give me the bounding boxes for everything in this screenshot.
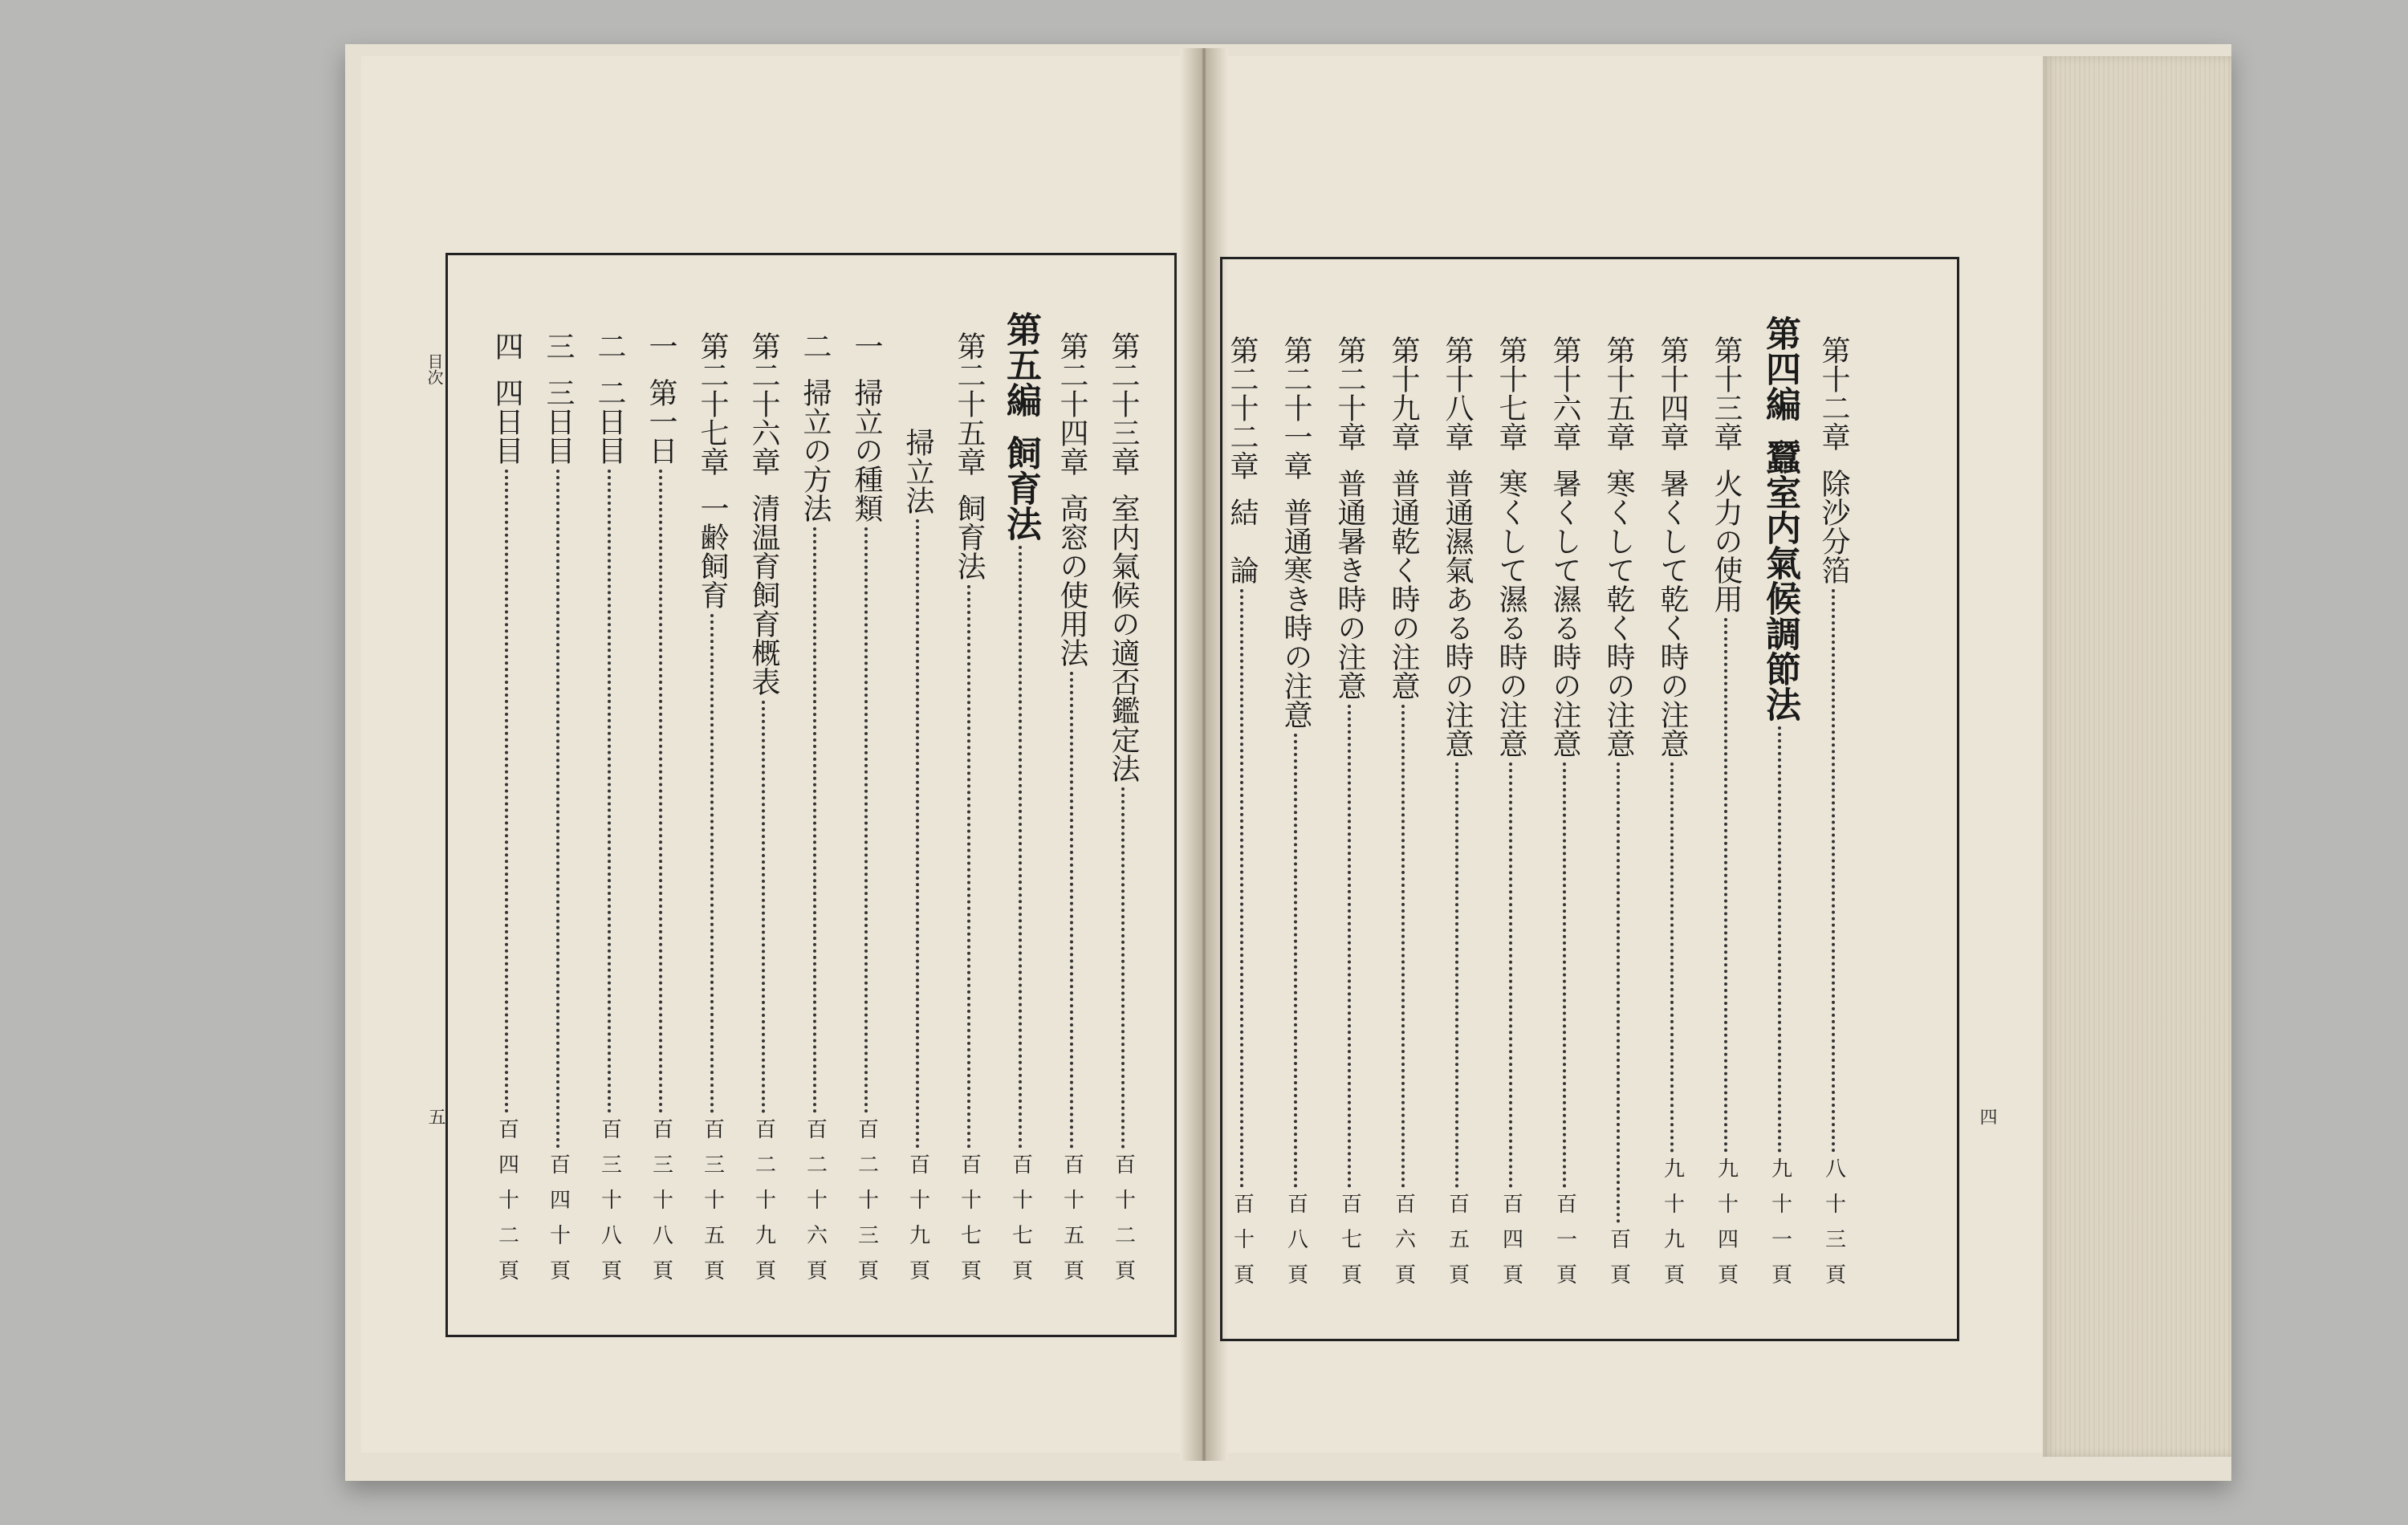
leader-dots xyxy=(1509,762,1512,1188)
toc-entry-title: 普通寒き時の注意 xyxy=(1279,498,1312,729)
toc-entry-title: 清温育飼育概表 xyxy=(747,494,780,696)
toc-entry-title: 火力の使用 xyxy=(1710,469,1743,613)
toc-entry-page: 九十一頁 xyxy=(1767,1157,1792,1299)
toc-entry-label: 第十六章 xyxy=(1548,336,1581,451)
toc-entry-title: 第一日 xyxy=(645,378,677,465)
toc-entry xyxy=(1487,336,1534,1299)
toc-entry-label: 第四編 xyxy=(1759,315,1800,421)
toc-entry-page: 九十四頁 xyxy=(1714,1157,1739,1299)
toc-entry-title: 蠶室内氣候調節法 xyxy=(1759,439,1800,722)
toc-entry-page: 百頁 xyxy=(1606,1228,1631,1299)
toc-entry xyxy=(1272,336,1319,1299)
folio-right: 四 xyxy=(1977,1108,1997,1125)
toc-entry-page: 百二十六頁 xyxy=(803,1118,828,1295)
toc-entry xyxy=(535,331,581,1295)
toc-entry-label: 一 xyxy=(645,331,677,360)
toc-entry-title: 結 論 xyxy=(1226,498,1259,584)
leader-dots xyxy=(813,527,816,1113)
toc-entry-label: 第二十七章 xyxy=(696,331,729,476)
toc-entry-label: 第二十三章 xyxy=(1107,331,1140,476)
toc-entry-page: 九十九頁 xyxy=(1660,1157,1685,1299)
toc-entry xyxy=(740,331,787,1295)
toc-entry xyxy=(894,331,941,1295)
toc-entry-label: 二 xyxy=(799,331,832,360)
toc-entry-title: 寒くして濕る時の注意 xyxy=(1495,469,1527,758)
toc-entry xyxy=(586,331,633,1295)
toc-entry-title: 普通濕氣ある時の注意 xyxy=(1441,469,1474,758)
toc-entry-title: 暑くして濕る時の注意 xyxy=(1548,469,1581,758)
leader-dots xyxy=(1670,762,1674,1153)
leader-dots xyxy=(1724,618,1727,1153)
toc-entry xyxy=(1100,331,1146,1295)
toc-entry-page: 百十九頁 xyxy=(905,1153,930,1295)
toc-entry-page: 百十頁 xyxy=(1230,1193,1255,1299)
toc-entry-label: 第二十一章 xyxy=(1279,336,1312,480)
toc-entry-label: 一 xyxy=(850,331,883,360)
toc-entry-title: 寒くして乾く時の注意 xyxy=(1602,469,1635,758)
toc-entry-page: 百四頁 xyxy=(1499,1193,1523,1299)
leader-dots xyxy=(1121,787,1125,1149)
leader-dots xyxy=(1019,546,1022,1149)
leader-dots xyxy=(1455,762,1458,1188)
toc-entry-label: 第十五章 xyxy=(1602,336,1635,451)
toc-entry xyxy=(1218,336,1265,1299)
toc-entry-title: 暑くして乾く時の注意 xyxy=(1656,469,1689,758)
toc-entry xyxy=(843,331,889,1295)
leader-dots xyxy=(1401,705,1405,1188)
toc-entry-label: 第十四章 xyxy=(1656,336,1689,451)
page-edges xyxy=(2043,56,2231,1457)
toc-entry-label: 第十二章 xyxy=(1817,336,1850,451)
toc-entry-title: 飼育法 xyxy=(953,494,986,580)
toc-entry-page: 百十五頁 xyxy=(1060,1153,1084,1295)
toc-entry-title: 掃立法 xyxy=(901,428,934,514)
toc-frame-left xyxy=(445,253,1177,1337)
toc-entry-page: 百五頁 xyxy=(1445,1193,1470,1299)
leader-dots xyxy=(1070,672,1073,1149)
folio-left: 五 xyxy=(425,1108,445,1125)
toc-entry-title: 一齢飼育 xyxy=(696,494,729,609)
toc-entry xyxy=(1702,336,1749,1299)
toc-entry xyxy=(1756,315,1803,1299)
toc-entry-label: 第二十五章 xyxy=(953,331,986,476)
toc-entry-page: 百四十二頁 xyxy=(494,1118,519,1295)
toc-entry xyxy=(689,331,735,1295)
toc-entry xyxy=(1380,336,1426,1299)
leader-dots xyxy=(608,470,611,1113)
toc-entry-label: 四 xyxy=(490,331,523,360)
toc-entry-label: 第十九章 xyxy=(1387,336,1420,451)
toc-entry xyxy=(1810,336,1857,1299)
toc-entry-page: 百十七頁 xyxy=(1008,1153,1033,1295)
toc-entry xyxy=(483,331,530,1295)
toc-entry-label: 第二十四章 xyxy=(1056,331,1088,476)
toc-entry-title: 普通乾く時の注意 xyxy=(1387,469,1420,700)
toc-entry-page: 百二十三頁 xyxy=(854,1118,879,1295)
toc-entry-page: 百三十五頁 xyxy=(700,1118,725,1295)
toc-entry-page: 百十七頁 xyxy=(957,1153,982,1295)
toc-entry-title: 高窓の使用法 xyxy=(1056,494,1088,667)
toc-entry xyxy=(1434,336,1480,1299)
toc-entry-title: 三日目 xyxy=(542,378,575,465)
toc-entry xyxy=(791,331,838,1295)
toc-entry xyxy=(946,331,992,1295)
leader-dots xyxy=(659,470,662,1113)
toc-entry-label: 第十七章 xyxy=(1495,336,1527,451)
toc-entry-title: 室内氣候の適否鑑定法 xyxy=(1107,494,1140,783)
toc-entry xyxy=(1048,331,1095,1295)
leader-dots xyxy=(864,527,868,1113)
toc-entry-label: 第二十六章 xyxy=(747,331,780,476)
leader-dots xyxy=(762,701,765,1113)
toc-entry-page: 百六頁 xyxy=(1391,1193,1416,1299)
toc-entry-label: 第二十章 xyxy=(1333,336,1366,451)
toc-entry-title: 掃立の方法 xyxy=(799,378,832,523)
leader-dots xyxy=(967,585,970,1149)
toc-entry-title: 普通暑き時の注意 xyxy=(1333,469,1366,700)
toc-entry-title: 飼育法 xyxy=(1000,435,1041,541)
toc-entry-label: 第二十二章 xyxy=(1226,336,1259,480)
toc-frame-right xyxy=(1220,257,1959,1341)
toc-entry-page: 八十三頁 xyxy=(1821,1157,1846,1299)
leader-dots xyxy=(1348,705,1351,1188)
toc-entry-label: 第五編 xyxy=(1000,311,1041,417)
toc-entry-page: 百四十頁 xyxy=(546,1153,571,1295)
leader-dots xyxy=(1294,734,1297,1188)
toc-entry xyxy=(637,331,684,1295)
running-head: 目次 xyxy=(425,353,444,385)
toc-entry xyxy=(997,311,1043,1295)
leader-dots xyxy=(1778,726,1781,1153)
toc-entry-title: 二日目 xyxy=(593,378,626,465)
toc-entry-title: 除沙分箔 xyxy=(1817,469,1850,584)
toc-entry xyxy=(1541,336,1588,1299)
toc-entry-page: 百八頁 xyxy=(1283,1193,1308,1299)
toc-entry-page: 百二十九頁 xyxy=(751,1118,776,1295)
leader-dots xyxy=(1563,762,1566,1188)
toc-entry-page: 百一頁 xyxy=(1552,1193,1577,1299)
toc-entry-page: 百十二頁 xyxy=(1111,1153,1136,1295)
leader-dots xyxy=(1832,589,1835,1153)
toc-entry-label: 第十八章 xyxy=(1441,336,1474,451)
toc-entry-title: 四日目 xyxy=(490,378,523,465)
toc-entry-label: 二 xyxy=(593,331,626,360)
toc-entry-page: 百七頁 xyxy=(1337,1193,1362,1299)
toc-entry-page: 百三十八頁 xyxy=(649,1118,673,1295)
leader-dots xyxy=(505,470,508,1113)
leader-dots xyxy=(916,519,919,1149)
leader-dots xyxy=(710,614,714,1113)
leader-dots xyxy=(1617,762,1620,1223)
toc-entry-label: 第十三章 xyxy=(1710,336,1743,451)
toc-entry-label: 三 xyxy=(542,331,575,360)
toc-entry xyxy=(1649,336,1695,1299)
toc-entry-page: 百三十八頁 xyxy=(597,1118,622,1295)
toc-entry-title: 掃立の種類 xyxy=(850,378,883,523)
leader-dots xyxy=(1240,589,1243,1188)
toc-entry xyxy=(1326,336,1373,1299)
leader-dots xyxy=(556,470,559,1149)
toc-entry xyxy=(1595,336,1641,1299)
